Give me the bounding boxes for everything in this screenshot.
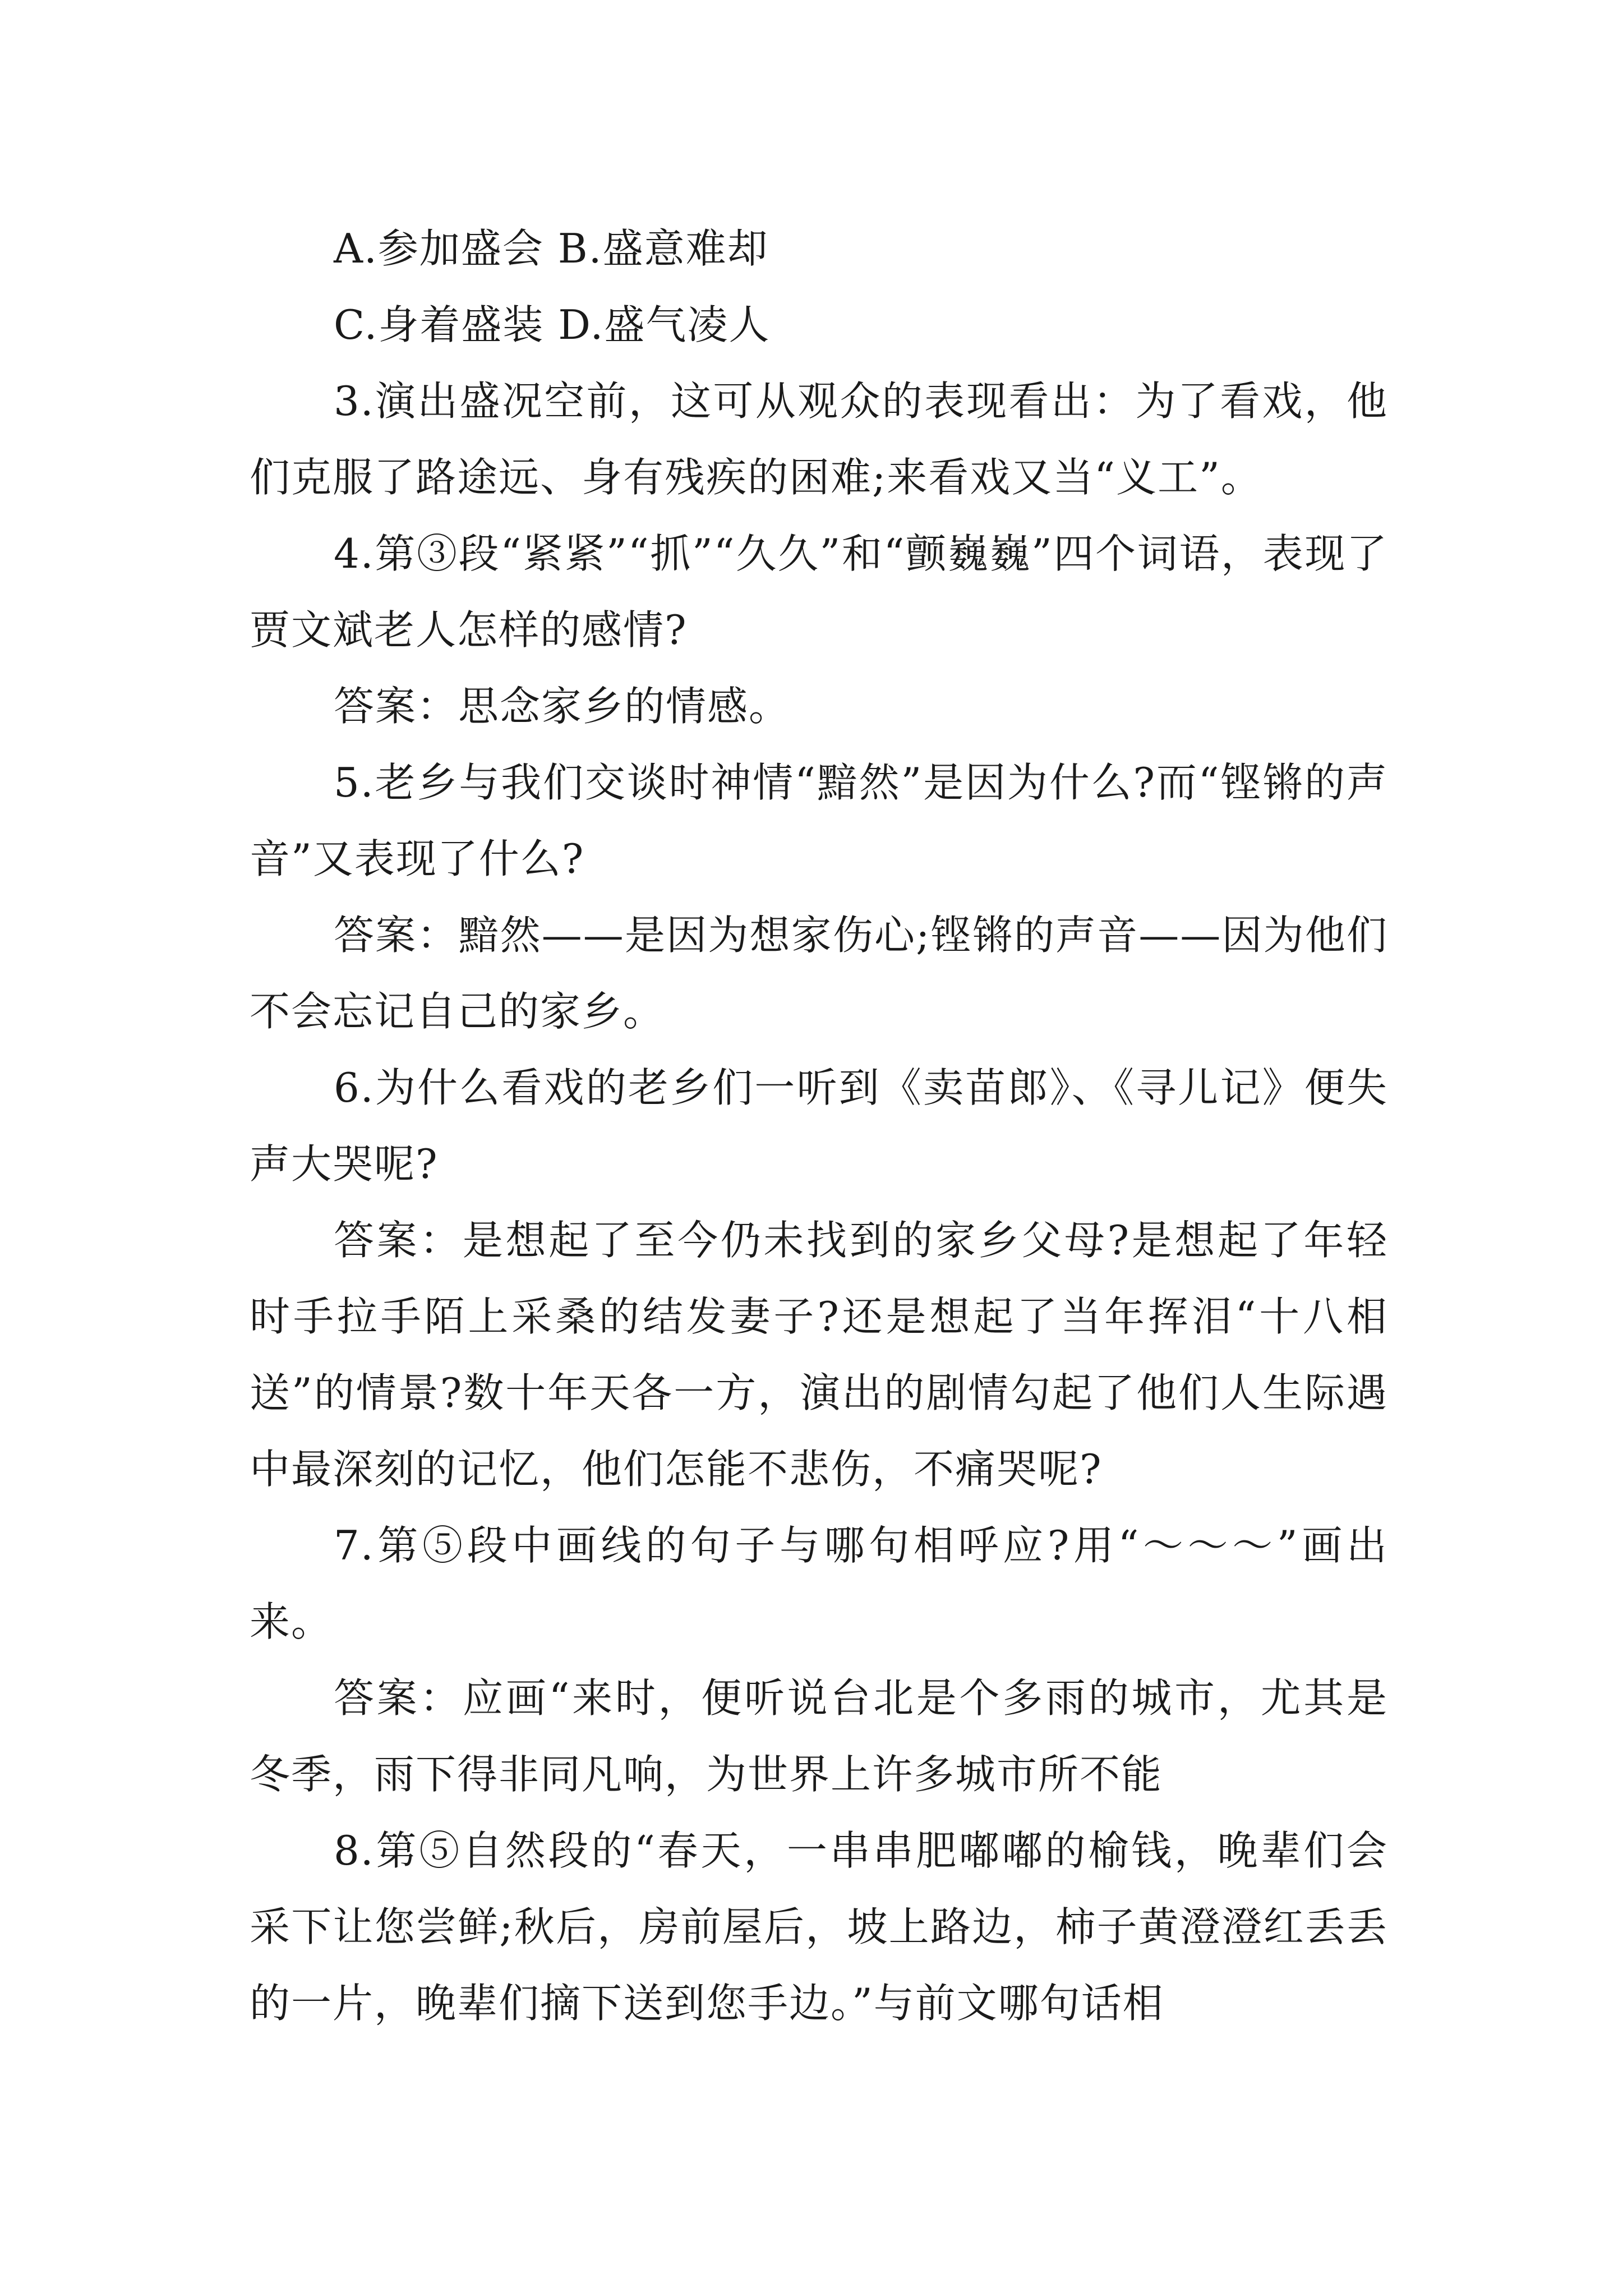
question-8: 8.第⑤自然段的“春天，一串串肥嘟嘟的榆钱，晚辈们会采下让您尝鲜;秋后，房前屋后，坡上路边，柿子黄澄澄红丢丢的一片，晚辈们摘下送到您手边。”与前文哪句话相	[250, 1827, 1388, 2027]
document-body	[250, 210, 1388, 2041]
question-7: 7.第⑤段中画线的句子与哪句相呼应?用“～～～”画出来。	[250, 1522, 1388, 1645]
option-line-ab: A.参加盛会 B.盛意难却	[334, 225, 769, 272]
question-6: 6.为什么看戏的老乡们一听到《卖苗郎》、《寻儿记》便失声大哭呢?	[250, 1064, 1388, 1188]
question-4: 4.第③段“紧紧”“抓”“久久”和“颤巍巍”四个词语，表现了贾文斌老人怎样的感情?	[250, 530, 1388, 654]
answer-6: 答案：是想起了至今仍未找到的家乡父母?是想起了年轻时手拉手陌上采桑的结发妻子?还是想起了当年挥泪“十八相送”的情景?数十年天各一方，演出的剧情勾起了他们人生际遇中最深刻的记忆，他们怎能不悲伤，不痛哭呢?	[250, 1217, 1388, 1493]
answer-4: 答案：思念家乡的情感。	[334, 683, 791, 730]
question-3: 3.演出盛况空前，这可从观众的表现看出：为了看戏，他们克服了路途远、身有残疾的困难;来看戏又当“义工”。	[250, 378, 1388, 501]
option-line-cd: C.身着盛装 D.盛气凌人	[334, 301, 771, 348]
answer-5: 答案：黯然——是因为想家伤心;铿锵的声音——因为他们不会忘记自己的家乡。	[250, 912, 1388, 1035]
answer-7: 答案：应画“来时，便听说台北是个多雨的城市，尤其是冬季，雨下得非同凡响，为世界上许多城市所不能	[250, 1674, 1388, 1798]
question-5: 5.老乡与我们交谈时神情“黯然”是因为什么?而“铿锵的声音”又表现了什么?	[250, 759, 1388, 882]
